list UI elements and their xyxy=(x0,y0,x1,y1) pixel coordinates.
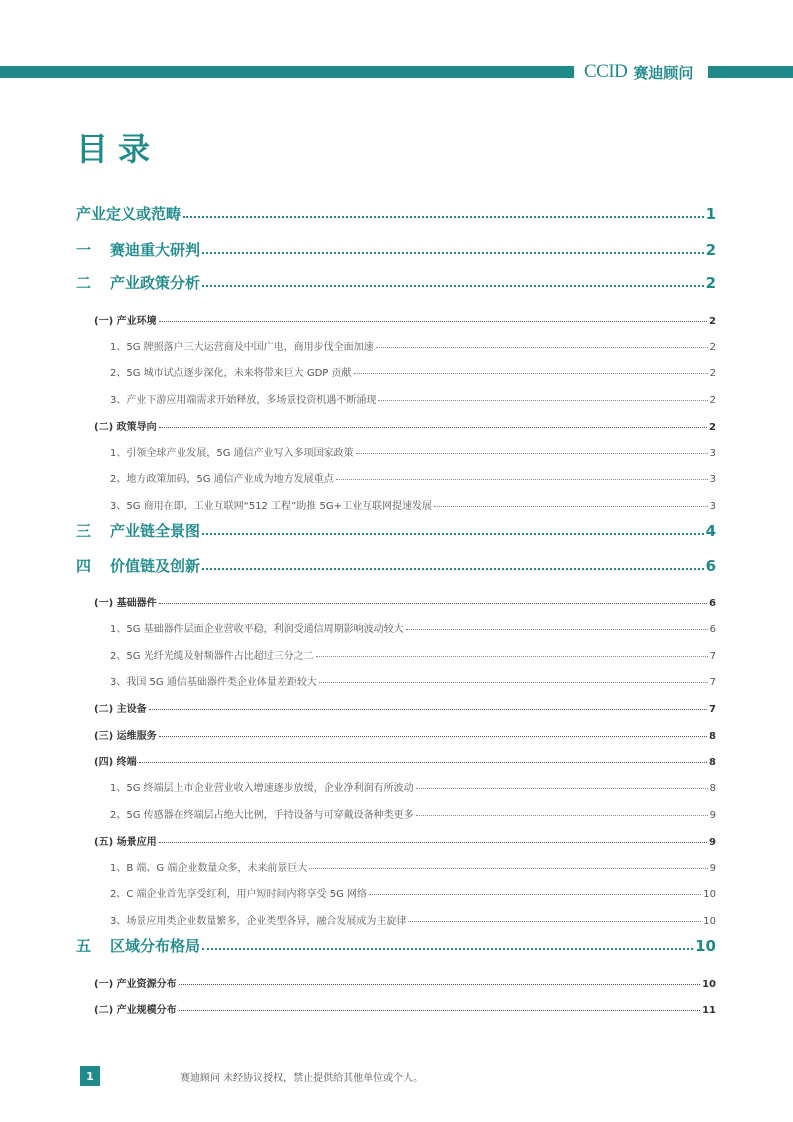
toc-leader-dots xyxy=(406,622,708,632)
toc-entry-title: 1、5G 终端层上市企业营业收入增速逐步放缓，企业净利润有所波动 xyxy=(110,783,414,794)
toc-entry-title: 价值链及创新 xyxy=(110,557,201,575)
toc-entry[interactable] xyxy=(76,239,716,260)
toc-entry[interactable] xyxy=(110,497,716,512)
toc-entry-title: 1、5G 基础器件层面企业营收平稳，利润受通信周期影响波动较大 xyxy=(110,624,404,635)
toc-entry-title: 2、地方政策加码，5G 通信产业成为地方发展重点 xyxy=(110,474,334,485)
toc-entry-title: (三) 运维服务 xyxy=(94,731,157,742)
toc-leader-dots xyxy=(369,887,701,897)
toc-entry[interactable] xyxy=(94,700,716,715)
toc-entry[interactable] xyxy=(94,753,716,768)
toc-entry[interactable] xyxy=(94,727,716,742)
toc-entry-page: 3 xyxy=(709,474,716,485)
toc-leader-dots xyxy=(316,649,708,659)
toc-entry[interactable] xyxy=(76,935,716,956)
toc-entry-page: 11 xyxy=(702,1005,716,1016)
toc-entry-page: 2 xyxy=(709,342,716,353)
toc-entry-page: 6 xyxy=(709,598,716,609)
toc-entry-page: 1 xyxy=(705,205,716,223)
toc-entry-page: 6 xyxy=(705,557,716,575)
toc-entry-number: 二 xyxy=(76,274,92,292)
toc-leader-dots xyxy=(159,835,707,845)
toc-entry[interactable] xyxy=(94,833,716,848)
toc-entry-number: 五 xyxy=(76,937,92,955)
toc-entry[interactable] xyxy=(94,312,716,327)
toc-leader-dots xyxy=(149,702,707,712)
toc-entry-number: 四 xyxy=(76,557,92,575)
toc-leader-dots xyxy=(416,781,708,791)
toc-entry[interactable] xyxy=(110,859,716,874)
toc-entry-page: 2 xyxy=(705,241,716,259)
toc-leader-dots xyxy=(202,936,693,951)
toc-entry[interactable] xyxy=(76,203,716,224)
toc-entry-page: 7 xyxy=(709,651,716,662)
toc-entry-page: 7 xyxy=(709,704,716,715)
toc-entry[interactable] xyxy=(76,520,716,541)
toc-leader-dots xyxy=(408,914,701,924)
toc-entry[interactable] xyxy=(110,364,716,379)
toc-entry[interactable] xyxy=(76,555,716,576)
toc-entry-page: 8 xyxy=(709,783,716,794)
toc-entry-title: 3、场景应用类企业数量繁多，企业类型各异，融合发展成为主旋律 xyxy=(110,916,407,927)
toc-entry[interactable] xyxy=(110,806,716,821)
toc-entry-page: 10 xyxy=(703,916,716,927)
toc-entry-page: 10 xyxy=(703,889,716,900)
toc-leader-dots xyxy=(179,1003,700,1013)
toc-entry-page: 6 xyxy=(709,624,716,635)
toc-entry[interactable] xyxy=(110,779,716,794)
toc-entry[interactable] xyxy=(110,620,716,635)
toc-entry[interactable] xyxy=(94,1001,716,1016)
toc-entry-title: 1、5G 牌照落户三大运营商及中国广电，商用步伐全面加速 xyxy=(110,342,374,353)
toc-entry-title: 2、5G 光纤光缆及射频器件占比超过三分之二 xyxy=(110,651,314,662)
toc-entry-title: 2、5G 城市试点逐步深化，未来将带来巨大 GDP 贡献 xyxy=(110,368,352,379)
toc-entry-title: 赛迪重大研判 xyxy=(110,241,201,259)
page-title: 目录 xyxy=(76,130,161,168)
toc-leader-dots xyxy=(139,755,707,765)
ccid-logo: CCID xyxy=(584,61,628,82)
toc-entry[interactable] xyxy=(110,391,716,406)
toc-leader-dots xyxy=(378,393,707,403)
footer-notice: 赛迪顾问 未经协议授权，禁止提供给其他单位或个人。 xyxy=(180,1073,424,1084)
toc-leader-dots xyxy=(319,675,708,685)
toc-entry-page: 8 xyxy=(709,731,716,742)
toc-entry-title: 区域分布格局 xyxy=(110,937,201,955)
toc-entry[interactable] xyxy=(110,885,716,900)
toc-leader-dots xyxy=(159,596,707,606)
toc-entry[interactable] xyxy=(110,647,716,662)
toc-entry-page: 9 xyxy=(709,863,716,874)
toc-leader-dots xyxy=(354,366,708,376)
toc-entry-page: 4 xyxy=(705,522,716,540)
toc-leader-dots xyxy=(183,204,704,219)
toc-entry-title: 3、我国 5G 通信基础器件类企业体量差距较大 xyxy=(110,677,317,688)
toc-entry-title: (四) 终端 xyxy=(94,757,137,768)
toc-leader-dots xyxy=(159,420,707,430)
toc-leader-dots xyxy=(202,273,704,288)
toc-entry-title: (二) 政策导向 xyxy=(94,422,157,433)
toc-entry-title: 产业链全景图 xyxy=(110,522,201,540)
toc-leader-dots xyxy=(202,240,704,255)
toc-entry-page: 3 xyxy=(709,448,716,459)
toc-entry-title: 1、引领全球产业发展，5G 通信产业写入多项国家政策 xyxy=(110,448,354,459)
toc-leader-dots xyxy=(336,472,708,482)
toc-entry-page: 7 xyxy=(709,677,716,688)
toc-entry[interactable] xyxy=(110,470,716,485)
toc-entry-title: (二) 产业规模分布 xyxy=(94,1005,177,1016)
toc-entry-page: 10 xyxy=(695,937,716,955)
toc-entry-number: 三 xyxy=(76,522,92,540)
toc-entry[interactable] xyxy=(110,338,716,353)
toc-leader-dots xyxy=(309,861,707,871)
page-number-badge: 1 xyxy=(80,1066,100,1086)
toc-entry-title: 1、B 端、G 端企业数量众多，未来前景巨大 xyxy=(110,863,308,874)
toc-entry-page: 2 xyxy=(709,368,716,379)
toc-entry-title: (五) 场景应用 xyxy=(94,837,157,848)
toc-entry-page: 2 xyxy=(709,422,716,433)
toc-entry-page: 2 xyxy=(705,274,716,292)
toc-entry[interactable] xyxy=(110,444,716,459)
toc-leader-dots xyxy=(159,314,707,324)
toc-entry-title: 3、5G 商用在即，工业互联网“512 工程”助推 5G+工业互联网提速发展 xyxy=(110,501,432,512)
toc-leader-dots xyxy=(159,729,707,739)
toc-leader-dots xyxy=(376,340,708,350)
toc-entry[interactable] xyxy=(110,673,716,688)
toc-leader-dots xyxy=(434,499,708,509)
toc-entry-title: 产业政策分析 xyxy=(110,274,201,292)
toc-entry-page: 9 xyxy=(709,837,716,848)
toc-entry-number: 一 xyxy=(76,241,92,259)
toc-entry[interactable] xyxy=(76,272,716,293)
toc-entry[interactable] xyxy=(110,912,716,927)
toc-entry-title: (一) 产业资源分布 xyxy=(94,979,177,990)
toc-entry-page: 2 xyxy=(709,316,716,327)
toc-entry-title: 3、产业下游应用端需求开始释放，多场景投资机遇不断涌现 xyxy=(110,395,377,406)
toc-entry-page: 10 xyxy=(702,979,716,990)
toc-entry-title: 2、5G 传感器在终端层占绝大比例，手持设备与可穿戴设备种类更多 xyxy=(110,810,414,821)
toc-entry-title: 产业定义或范畴 xyxy=(76,205,182,223)
toc-entry-page: 8 xyxy=(709,757,716,768)
toc-entry[interactable] xyxy=(94,418,716,433)
toc-entry-title: (一) 产业环境 xyxy=(94,316,157,327)
toc-entry-title: (一) 基础器件 xyxy=(94,598,157,609)
toc-leader-dots xyxy=(179,977,700,987)
toc-entry-page: 9 xyxy=(709,810,716,821)
toc-leader-dots xyxy=(202,521,704,536)
toc-leader-dots xyxy=(356,446,708,456)
toc-entry[interactable] xyxy=(94,975,716,990)
toc-entry-page: 2 xyxy=(709,395,716,406)
toc-entry-page: 3 xyxy=(709,501,716,512)
toc-entry-title: (二) 主设备 xyxy=(94,704,147,715)
toc-leader-dots xyxy=(416,808,708,818)
brand-name: 赛迪顾问 xyxy=(633,63,694,82)
toc-entry-title: 2、C 端企业首先享受红利，用户短时间内将享受 5G 网络 xyxy=(110,889,367,900)
toc-leader-dots xyxy=(202,556,704,571)
toc-entry[interactable] xyxy=(94,594,716,609)
